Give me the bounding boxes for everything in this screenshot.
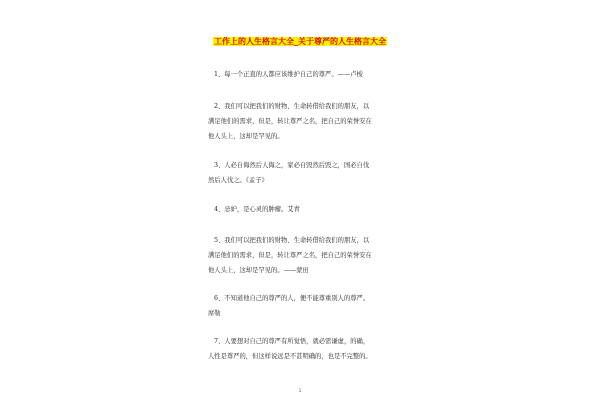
quote-line: 3、人必自侮然后人侮之，家必自毁然后毁之，国必自伐 — [214, 162, 370, 169]
quote-line: 1、每一个正直的人都应该维护自己的尊严。——卢梭 — [214, 71, 363, 78]
document-title-text: 工作上的人生格言大全_关于尊严的人生格言大全 — [214, 37, 386, 46]
quote-line: 然后人伐之。《孟子》 — [208, 177, 268, 184]
quote-paragraph-1 — [208, 67, 408, 82]
document-title — [180, 36, 420, 48]
quote-line: 7、人要想对自己的尊严有所觉悟，就必需谦虚，的确， — [214, 338, 370, 345]
quote-line: 6、不知道他自己的尊严的人，便不能尊重别人的尊严。 — [214, 295, 370, 302]
quote-line: 5、我们可以把我们的财物、生命转借给我们的朋友，以 — [214, 237, 370, 244]
quote-line: 他人头上，这却是罕见的。——蒙田 — [208, 267, 309, 274]
page-number: 1 — [298, 388, 302, 393]
quote-line: 2、我们可以把我们的财物、生命转借给我们的朋友，以 — [214, 103, 370, 110]
quote-line: 4、忌妒，是心灵的肿瘤。艾青 — [214, 206, 300, 213]
quote-paragraph-7 — [208, 334, 408, 364]
quote-line: 他人头上，这却是罕见的。 — [208, 133, 284, 140]
quote-line: 满足他们的需求，但是，转让尊严之名，把自己的荣誉安在 — [208, 252, 372, 259]
quote-paragraph-3 — [208, 158, 408, 188]
quote-paragraph-4 — [208, 202, 408, 217]
quote-line: 满足他们的需求，但是，转让尊严之名，把自己的荣誉安在 — [208, 118, 372, 125]
quote-line: 人性是尊严的，但这样说远是不甚明确的，也是不完整的。 — [208, 353, 372, 360]
document-page — [180, 0, 420, 400]
quote-paragraph-5 — [208, 233, 408, 278]
quote-paragraph-6 — [208, 291, 408, 321]
quote-paragraph-2 — [208, 99, 408, 144]
quote-line: 席勒 — [208, 310, 221, 317]
